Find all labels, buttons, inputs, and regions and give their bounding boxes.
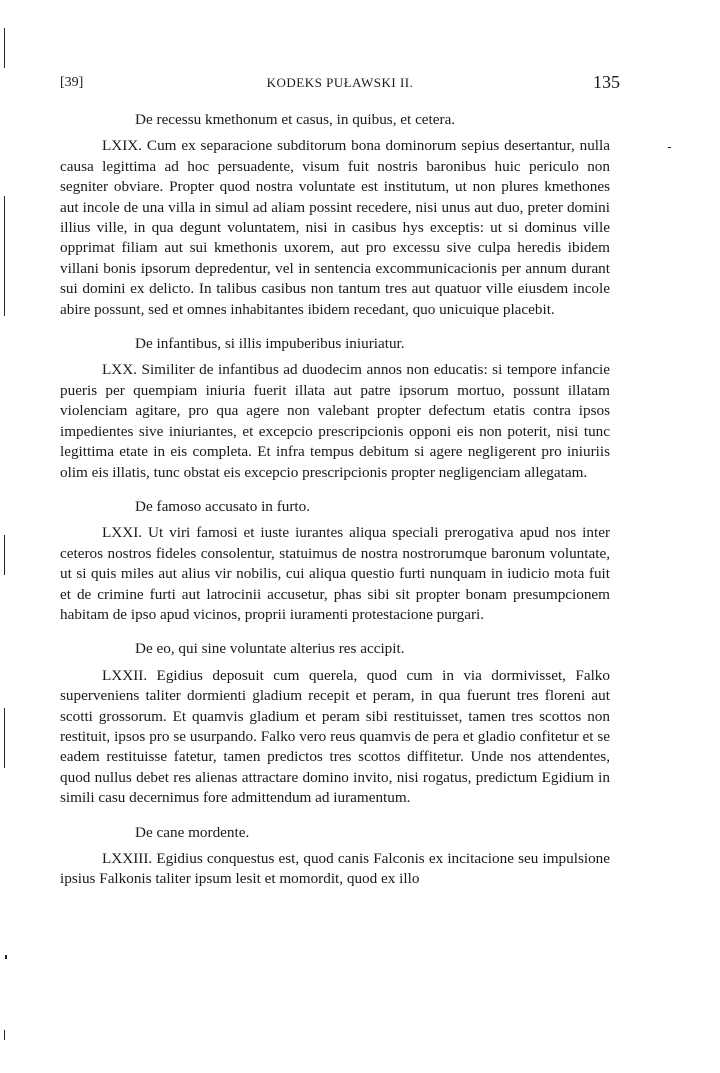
page-number: 135 xyxy=(593,72,620,92)
section-heading: De famoso accusato in furto. xyxy=(135,497,311,515)
section-heading: De infantibus, si illis impuberibus iniuriatur. xyxy=(135,335,405,353)
section-heading: De recessu kmethonum et casus, in quibus, et cetera. xyxy=(135,111,456,128)
section-paragraph: LXXI. Ut viri famosi et iuste iurantes aliqua speciali prerogativa apud nos inter ceteros nostros fideles consolentur, statuimus de nostra nostrorumque baronum voluntate, ut si quis miles aut alius vir nobilis, cui aliqua questio furti nunquam in iudicio mota fuit et de crimine furti aut latrocinii accusetur, phas sibi sit propter bonam presumpcionem habitam de ipso apud vicinos, proprii iuramenti protestacione purgari. xyxy=(60,524,610,623)
section-paragraph: LXXIII. Egidius conquestus est, quod canis Falconis ex incitacione seu impulsione ipsius Falkonis taliter ipsum lesit et momordit, quod ex illo xyxy=(60,850,610,888)
section-paragraph: LXX. Similiter de infantibus ad duodecim annos non educatis: si tempore infancie pueris per quempiam iniuria fuerit illata aut patre ipsorum mortuo, possunt illatam violenciam agitare, pro qua agere non valebant propter defectum etatis contra ipsos impedientes sive iniuriantes, et excepcio prescripcionis opponi eis non poterit, nisi tunc legittima etate in eis completa. Et infra tempus debitum si agere negligerent pro iniuriis olim eis illatis, tunc obstat eis excepcio prescripcionis propter negligenciam allegatam. xyxy=(60,361,610,481)
scan-mark xyxy=(5,955,7,959)
section-heading: De eo, qui sine voluntate alterius res accipit. xyxy=(135,640,405,658)
main-text xyxy=(60,110,610,890)
section-number: [39] xyxy=(60,75,84,90)
scan-mark xyxy=(4,196,5,316)
section-paragraph: LXIX. Cum ex separacione subditorum bona dominorum sepius desertantur, nulla causa legittima ad hoc persuadente, visum fuit nostris baronibus huic periculo non segniter obviare. Propter quod nostra voluntate est institutum, ut non plures kmethones aut incole de una villa in simul ad aliam possint recedere, nisi unus aut duo, preter domini illius ville, in qua degunt voluntatem, nisi in casibus hys exceptis: ut si dominus ville opprimat filiam aut sui kmethonis uxorem, aut pro excessu sive culpa heredis ibidem villani bonis ipsorum depredentur, vel in sentencia excommunicacionis per annum durant sui domini ex delicto. In talibus casibus non tantum tres aut quatuor ville eiusdem incole abire possunt, sed et omnes inhabitantes ibidem recedant, quo unicuique placebit. xyxy=(60,137,610,318)
scan-mark xyxy=(668,147,671,148)
scan-mark xyxy=(4,535,5,575)
scan-mark xyxy=(4,708,5,768)
running-header xyxy=(60,72,620,96)
running-title: KODEKS PUŁAWSKI II. xyxy=(266,75,414,90)
section-heading: De cane mordente. xyxy=(135,823,250,841)
section-paragraph: LXXII. Egidius deposuit cum querela, quod cum in via dormivisset, Falko superveniens taliter dormienti gladium recepit et peram, in qua fuerunt tres floreni aut scotti grossorum. Et quamvis gladium et peram sibi restituisset, tamen tres scottos non restituit, ipsos pro se usurpando. Falko vero reus quamvis de pera et gladio confitetur et se eadem restituisse fatetur, tamen predictos tres scottos diffitetur. Unde nos attendentes, quod nullus debet res alienas attractare domino invito, nisi rogatus, predictum Egidium in simili casu decernimus fore admittendum ad iuramentum. xyxy=(60,666,610,807)
scan-mark xyxy=(4,28,5,68)
scan-mark xyxy=(4,1030,5,1040)
